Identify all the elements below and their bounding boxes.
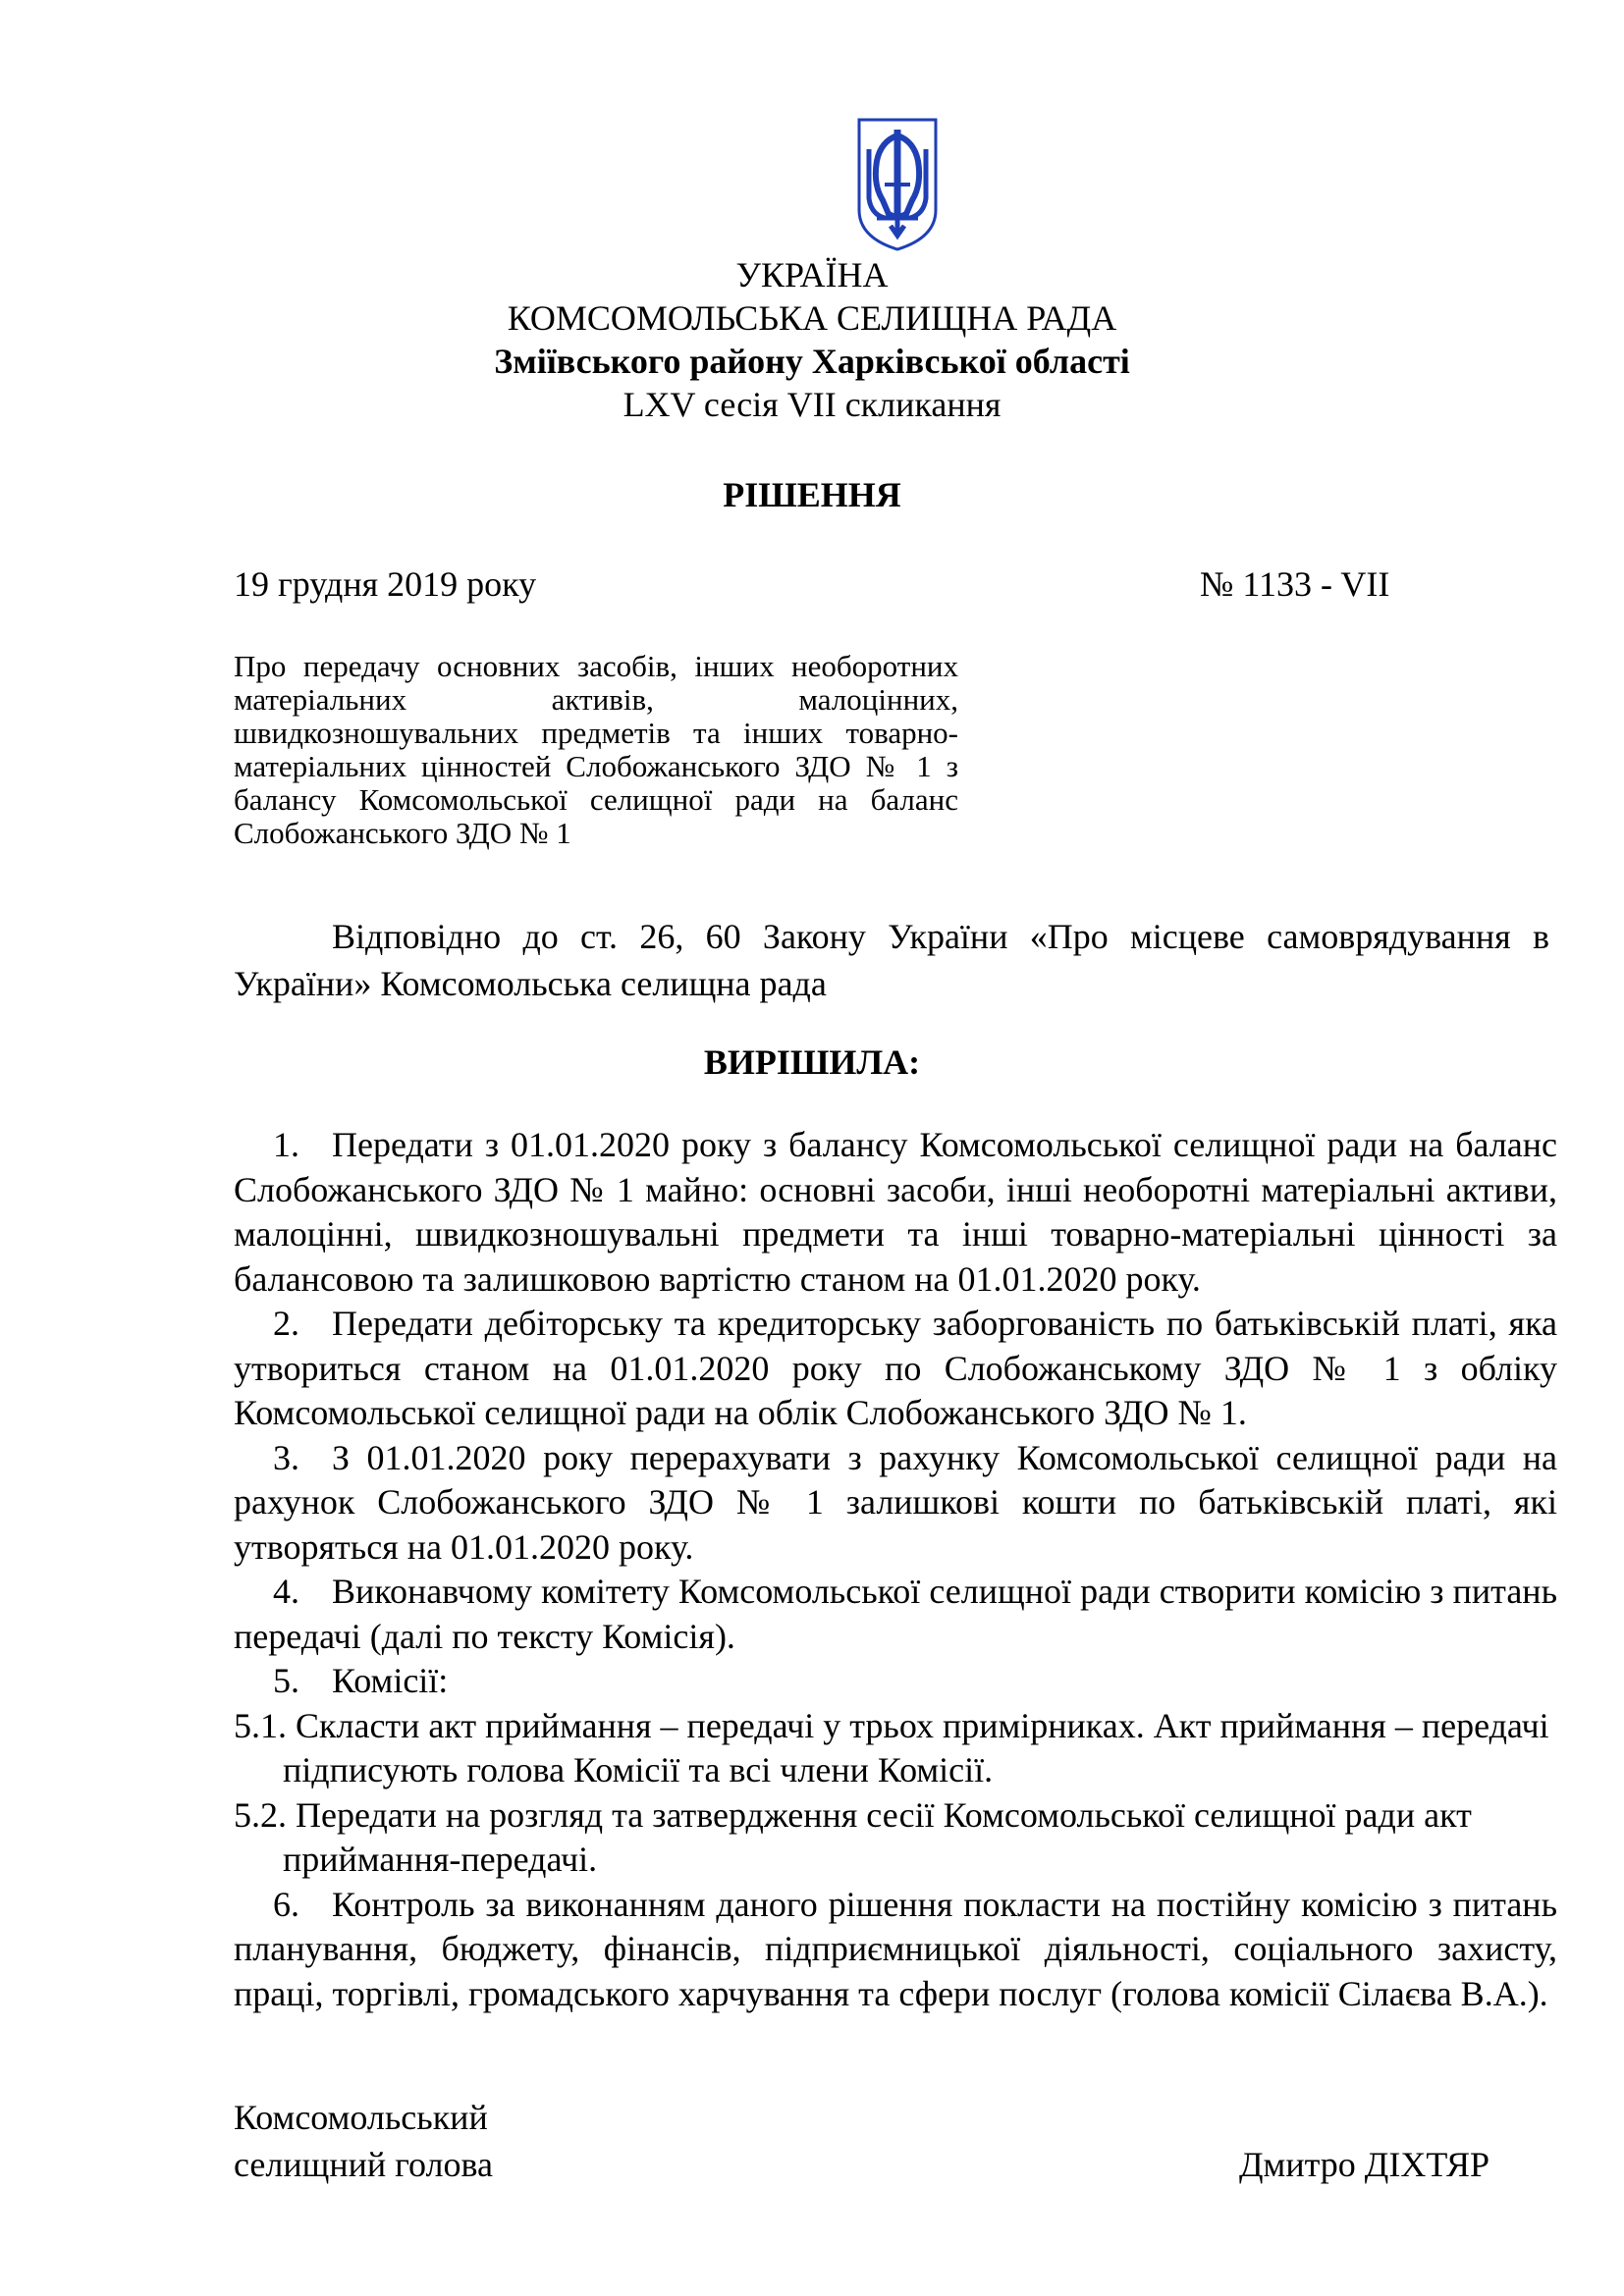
coat-of-arms-icon	[855, 116, 940, 253]
signatory-title-line1: Комсомольський	[234, 2098, 488, 2137]
signatory-title	[234, 2094, 493, 2188]
list-item: 5. Комісії:	[273, 1661, 449, 1700]
preamble-text: Відповідно до ст. 26, 60 Закону України «Про місцеве самоврядування в України» Комсомольська селищна рада	[234, 917, 1549, 1003]
decision-items	[234, 1123, 1557, 2016]
decision-number: № 1133 - VII	[1200, 564, 1390, 604]
document-type-title: РІШЕННЯ	[723, 475, 901, 514]
list-item: 1. Передати з 01.01.2020 року з балансу Комсомольської селищної ради на баланс Слобожанського ЗДО № 1 майно: основні засоби, інші необоротні матеріальні активи, малоцінні, швидкозношувальні предмети та інші товарно-матеріальні цінності за балансовою та залишковою вартістю станом на 01.01.2020 року.	[234, 1125, 1557, 1299]
list-item: 3. З 01.01.2020 року перерахувати з рахунку Комсомольської селищної ради на рахунок Слобожанського ЗДО № 1 залишкові кошти по батьківській платі, які утворяться на 01.01.2020 року.	[234, 1437, 1557, 1567]
list-item: 6. Контроль за виконанням даного рішення покласти на постійну комісію з питань планування, бюджету, фінансів, підприємницької діяльності, соціального захисту, праці, торгівлі, громадського харчування та сфери послуг (голова комісії Сілаєва В.А.).	[234, 1884, 1557, 2013]
signatory-name: Дмитро ДІХТЯР	[1239, 2145, 1489, 2184]
decision-date: 19 грудня 2019 року	[234, 564, 537, 604]
list-item: 4. Виконавчому комітету Комсомольської селищної ради створити комісію з питань передачі (далі по тексту Комісія).	[234, 1572, 1557, 1656]
list-item: 2. Передати дебіторську та кредиторську заборгованість по батьківській платі, яка утвориться станом на 01.01.2020 року по Слобожанському ЗДО № 1 з обліку Комсомольської селищної ради на облік Слобожанського ЗДО № 1.	[234, 1304, 1557, 1432]
sub-item: 5.2. Передати на розгляд та затвердження сесії Комсомольської селищної ради акт приймання-передачі.	[234, 1794, 1472, 1879]
country-name: УКРАЇНА	[735, 255, 889, 294]
session-name: LXV сесія VII скликання	[623, 385, 1001, 424]
district-name: Зміївського району Харківської області	[494, 342, 1130, 381]
signatory-title-line2: селищний голова	[234, 2145, 494, 2184]
council-name: КОМСОМОЛЬСЬКА СЕЛИЩНА РАДА	[507, 298, 1117, 338]
decision-subject: Про передачу основних засобів, інших необоротних матеріальних активів, малоцінних, швидкозношувальних предметів та інших товарно-матеріальних цінностей Слобожанського ЗДО № 1 з балансу Комсомольської селищної ради на баланс Слобожанського ЗДО № 1	[234, 649, 958, 850]
sub-item: 5.1. Скласти акт приймання – передачі у трьох примірниках. Акт приймання – передачі підписують голова Комісії та всі члени Комісії.	[234, 1705, 1549, 1789]
decided-heading: ВИРІШИЛА:	[703, 1042, 921, 1082]
